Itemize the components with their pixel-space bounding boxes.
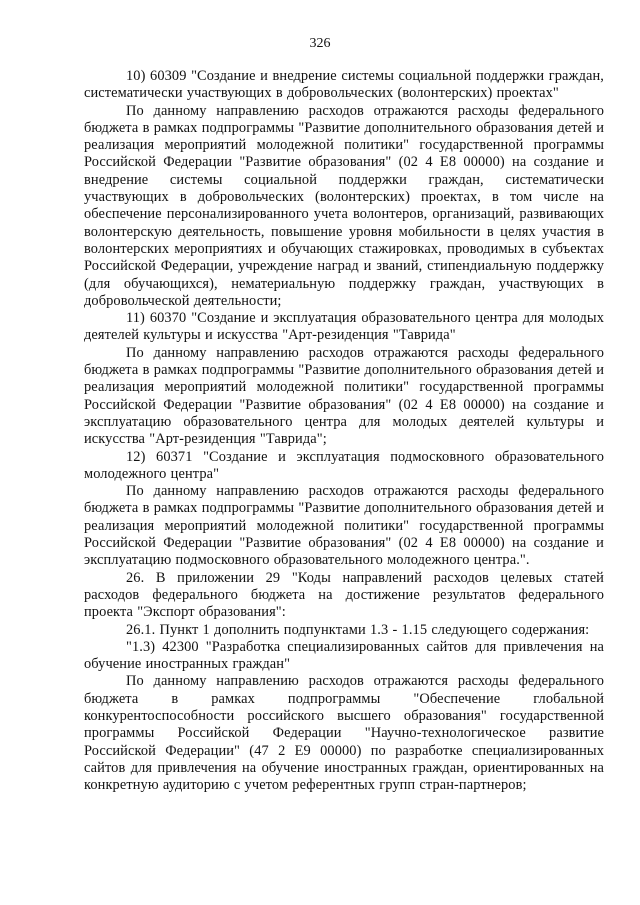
page-number: 326 bbox=[309, 36, 331, 51]
paragraph-section-26: 26. В приложении 29 "Коды направлений расходов целевых статей расходов федерального бюджета на достижение результатов федерального проекта "Экспорт образования": bbox=[84, 569, 604, 621]
paragraph-item-1-3-body: По данному направлению расходов отражаются расходы федерального бюджета в рамках подпрограммы "Обеспечение глобальной конкурентоспособности российского высшего образования" государственной программы Российской Федерации "Научно-технологическое развитие Российской Федерации" (47 2 Е9 00000) по разработке специализированных сайтов для привлечения на обучение иностранных граждан, ориентированных на конкретную аудиторию с учетом референтных групп стран-партнеров; bbox=[84, 673, 604, 794]
paragraph-section-26-1: 26.1. Пункт 1 дополнить подпунктами 1.3 - 1.15 следующего содержания: bbox=[126, 621, 590, 638]
paragraph-item-10-heading: 10) 60309 "Создание и внедрение системы социальной поддержки граждан, систематически участвующих в добровольческих (волонтерских) проектах" bbox=[84, 68, 604, 102]
paragraph-item-12-body: По данному направлению расходов отражаются расходы федерального бюджета в рамках подпрограммы "Развитие дополнительного образования детей и реализация мероприятий молодежной политики" государственной программы Российской Федерации "Развитие образования" (02 4 Е8 00000) на создание и эксплуатацию подмосковного образовательного молодежного центра.". bbox=[84, 483, 604, 569]
paragraph-item-10-body: По данному направлению расходов отражаются расходы федерального бюджета в рамках подпрограммы "Развитие дополнительного образования детей и реализация мероприятий молодежной политики" государственной программы Российской Федерации "Развитие образования" (02 4 Е8 00000) на создание и внедрение системы социальной поддержки граждан, систематически участвующих в добровольческих (волонтерских) проектах, в том числе на обеспечение персонализированного учета волонтеров, организаций, развивающих волонтерскую деятельность, повышение уровня мобильности в целях участия в волонтерских мероприятиях и обучающих стажировках, проводимых в субъектах Российской Федерации, учреждение наград и званий, стипендиальную поддержку (для обучающихся), нематериальную поддержку граждан, участвующих в добровольческой деятельности; bbox=[84, 102, 604, 309]
paragraph-item-12-heading: 12) 60371 "Создание и эксплуатация подмосковного образовательного молодежного центра" bbox=[84, 448, 604, 482]
paragraph-item-11-body: По данному направлению расходов отражаются расходы федерального бюджета в рамках подпрограммы "Развитие дополнительного образования детей и реализация мероприятий молодежной политики" государственной программы Российской Федерации "Развитие образования" (02 4 Е8 00000) на создание и эксплуатацию образовательного центра для молодых деятелей культуры и искусства "Арт-резиденция "Таврида"; bbox=[84, 344, 604, 448]
paragraph-item-1-3-heading: "1.3) 42300 "Разработка специализированных сайтов для привлечения на обучение иностранных граждан" bbox=[84, 638, 604, 673]
document-body bbox=[84, 68, 604, 794]
paragraph-item-11-heading: 11) 60370 "Создание и эксплуатация образовательного центра для молодых деятелей культуры и искусства "Арт-резиденция "Таврида" bbox=[84, 310, 604, 344]
